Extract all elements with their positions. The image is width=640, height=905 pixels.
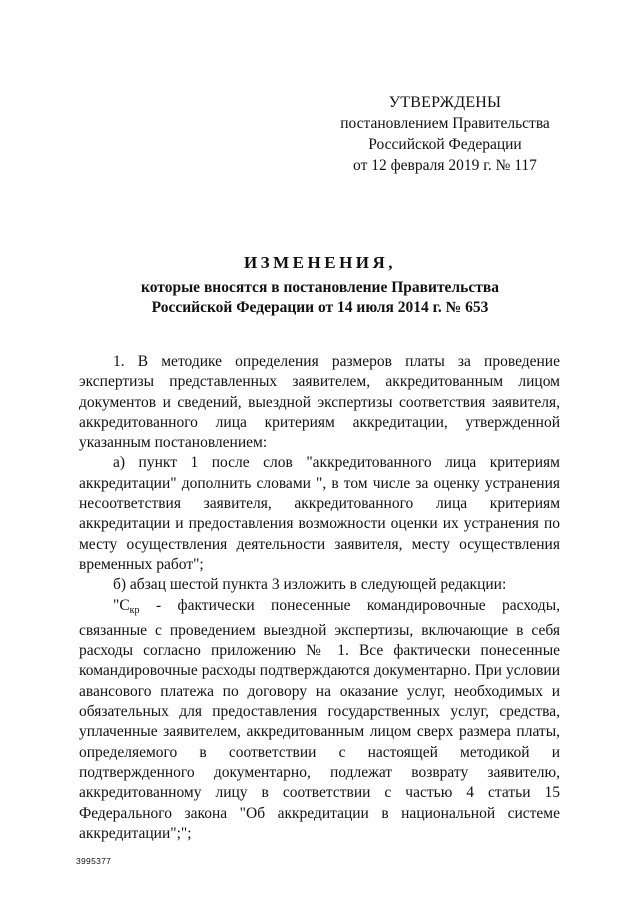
document-subtitle <box>80 278 560 318</box>
paragraph-2: а) пункт 1 после слов "аккредитованного лица критериям аккредитации" дополнить словами ", в том числе за оценку устранения несоответствия заявителя, аккредитованного лица критериям аккредитации и предоставления возможности оценки их устранения по месту осуществления деятельности заявителя, месту осуществления временных работ"; <box>79 454 560 573</box>
document-body <box>79 352 560 844</box>
subtitle-line-2: Российской Федерации от 14 июля 2014 г. № 653 <box>151 299 489 316</box>
document-code: 3995377 <box>76 856 112 866</box>
paragraph-1: 1. В методике определения размеров платы за проведение экспертизы представленных заявителем, аккредитованным лицом документов и сведений, выездной экспертизы соответствия заявителя, аккредитованного лица критериям аккредитации, утвержденной указанным постановлением: <box>79 353 560 452</box>
paragraph-4 <box>79 596 560 845</box>
approval-line-3: от 12 февраля 2019 г. № 117 <box>353 157 537 174</box>
paragraph-4-text: - фактически понесенные командировочные расходы, связанные с проведением выездной экспертизы, включающие в себя расходы согласно приложению № 1. Все фактически понесенные командировочные расходы подтверждаются документарно. При условии авансового платежа по договору на оказание услуг, необходимых и обязательных для предоставления государственных услуг, средства, уплаченные заявителем, аккредитованным лицом сверх размера платы, определяемого в соответствии с настоящей методикой и подтвержденного документарно, подлежат возврату заявителю, аккредитованному лицу в соответствии с частью 4 статьи 15 Федерального закона "Об аккредитации в национальной системе аккредитации";"; <box>79 596 560 842</box>
formula-symbol: "С <box>113 596 130 614</box>
approval-stamp <box>330 92 560 176</box>
paragraph-3: б) абзац шестой пункта 3 изложить в следующей редакции: <box>113 576 507 594</box>
formula-subscript: кр <box>129 604 140 616</box>
subtitle-line-1: которые вносятся в постановление Правительства <box>141 279 499 296</box>
document-title: ИЗМЕНЕНИЯ, <box>243 253 397 272</box>
approval-title: УТВЕРЖДЕНЫ <box>388 94 502 111</box>
approval-line-2: Российской Федерации <box>368 136 522 153</box>
approval-line-1: постановлением Правительства <box>340 115 550 132</box>
